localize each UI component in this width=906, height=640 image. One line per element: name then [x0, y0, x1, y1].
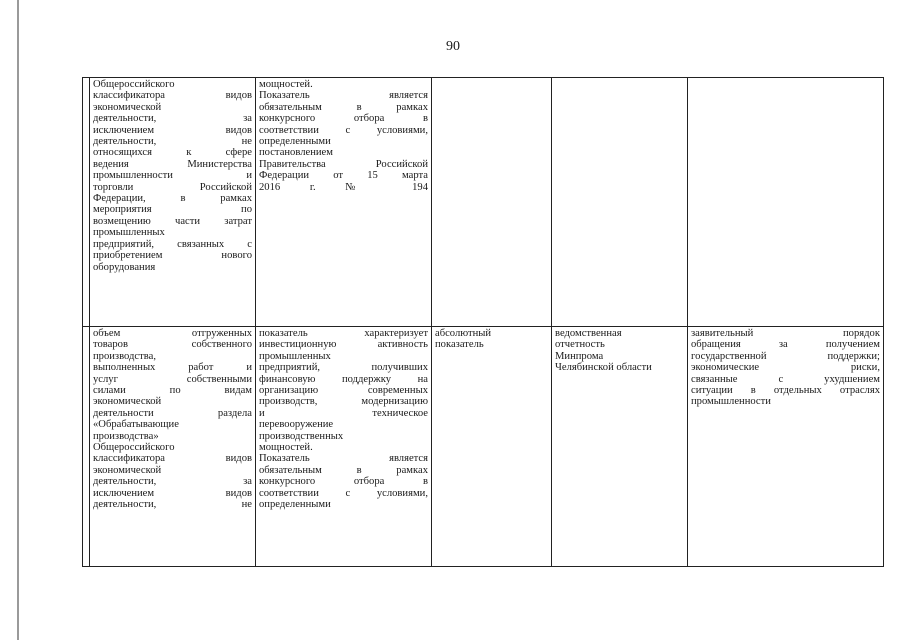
cell-line: предприятий, получивших: [259, 362, 428, 374]
cell-line: услуг собственными: [93, 373, 252, 385]
page-number: 90: [446, 39, 460, 54]
cell-line: Челябинской области: [555, 362, 652, 374]
cell-line: обращения за получением: [691, 339, 880, 351]
cell-line: Федерации от 15 марта: [259, 170, 428, 182]
cell-line: Федерации, в рамках: [93, 193, 252, 205]
cell-line: оборудования: [93, 261, 156, 273]
cell-line: финансовую поддержку на: [259, 373, 428, 385]
cell-line: абсолютный: [435, 328, 492, 339]
cell-line: Показатель является: [259, 90, 428, 102]
cell-line: силами по видам: [93, 385, 252, 397]
cell-line: конкурсного отбора в: [259, 476, 428, 488]
cell-line: промышленности и: [93, 170, 252, 182]
cell-line: деятельности, не: [93, 136, 252, 148]
cell-line: Минпрома: [555, 350, 604, 362]
cell-line: Правительства Российской: [259, 158, 428, 170]
cell-line: показатель: [435, 339, 484, 351]
cell-line: деятельности, за: [93, 476, 252, 488]
cell-line: промышленности: [691, 396, 771, 408]
cell-line: товаров собственного: [93, 339, 252, 351]
cell-line: соответствии с условиями,: [259, 124, 428, 136]
cell-c1: [83, 327, 90, 567]
page-left-edge: [17, 0, 19, 640]
cell-line: и техническое: [259, 407, 428, 419]
table-row: [83, 327, 884, 567]
cell-line: государственной поддержки;: [691, 350, 880, 362]
cell-risks: [688, 78, 884, 327]
cell-line: перевооружение: [259, 419, 334, 431]
cell-line: производственных: [259, 430, 344, 442]
cell-line: организацию современных: [259, 385, 428, 397]
cell-line: экономической: [93, 464, 162, 476]
cell-indicator-description: [256, 327, 432, 567]
cell-line: мощностей.: [259, 442, 313, 454]
cell-line: Показатель является: [259, 453, 428, 465]
cell-line: деятельности, за: [93, 113, 252, 125]
cell-c1: [83, 78, 90, 327]
document-table: [82, 77, 884, 567]
cell-line: приобретением нового: [93, 250, 252, 262]
cell-line: 2016 г. № 194: [259, 181, 428, 193]
cell-line: исключением видов: [93, 487, 252, 499]
cell-indicator-type: [432, 78, 552, 327]
cell-line: промышленных: [93, 227, 165, 239]
cell-line: относящихся к сфере: [93, 147, 252, 159]
cell-line: связанные с ухудшением: [691, 373, 880, 385]
cell-line: объем отгруженных: [93, 328, 252, 339]
cell-line: деятельности раздела: [93, 407, 252, 419]
cell-indicator-name: [90, 78, 256, 327]
cell-line: предприятий, связанных с: [93, 238, 252, 250]
cell-line: деятельности, не: [93, 499, 252, 511]
cell-line: ведомственная: [555, 328, 622, 339]
cell-line: экономической: [93, 396, 162, 408]
cell-line: классификатора видов: [93, 453, 252, 465]
table-row: [83, 78, 884, 327]
cell-indicator-type: [432, 327, 552, 567]
cell-line: определенными: [259, 499, 331, 511]
cell-line: исключением видов: [93, 124, 252, 136]
cell-line: обязательным в рамках: [259, 101, 428, 113]
cell-line: «Обрабатывающие: [93, 419, 179, 431]
cell-line: постановлением: [259, 147, 333, 159]
cell-line: Общероссийского: [93, 442, 175, 454]
cell-line: отчетность: [555, 339, 605, 351]
cell-line: заявительный порядок: [691, 328, 880, 339]
cell-line: экономические риски,: [691, 362, 880, 374]
cell-line: инвестиционную активность: [259, 339, 428, 351]
cell-line: производства,: [93, 350, 156, 362]
cell-line: торговли Российской: [93, 181, 252, 193]
cell-line: обязательным в рамках: [259, 464, 428, 476]
cell-line: классификатора видов: [93, 90, 252, 102]
cell-line: соответствии с условиями,: [259, 487, 428, 499]
cell-line: показатель характеризует: [259, 328, 428, 339]
cell-line: выполненных работ и: [93, 362, 252, 374]
cell-line: возмещению части затрат: [93, 215, 252, 227]
cell-line: ситуации в отдельных отраслях: [691, 385, 880, 397]
cell-line: производства»: [93, 430, 159, 442]
cell-line: определенными: [259, 136, 331, 148]
cell-risks: [688, 327, 884, 567]
cell-line: Общероссийского: [93, 79, 175, 90]
cell-line: мощностей.: [259, 79, 313, 90]
cell-line: производств, модернизацию: [259, 396, 428, 408]
cell-line: мероприятия по: [93, 204, 252, 216]
cell-data-source: [552, 78, 688, 327]
cell-indicator-name: [90, 327, 256, 567]
cell-line: конкурсного отбора в: [259, 113, 428, 125]
cell-line: ведения Министерства: [93, 158, 252, 170]
cell-data-source: [552, 327, 688, 567]
cell-line: экономической: [93, 101, 162, 113]
cell-indicator-description: [256, 78, 432, 327]
cell-line: промышленных: [259, 350, 331, 362]
